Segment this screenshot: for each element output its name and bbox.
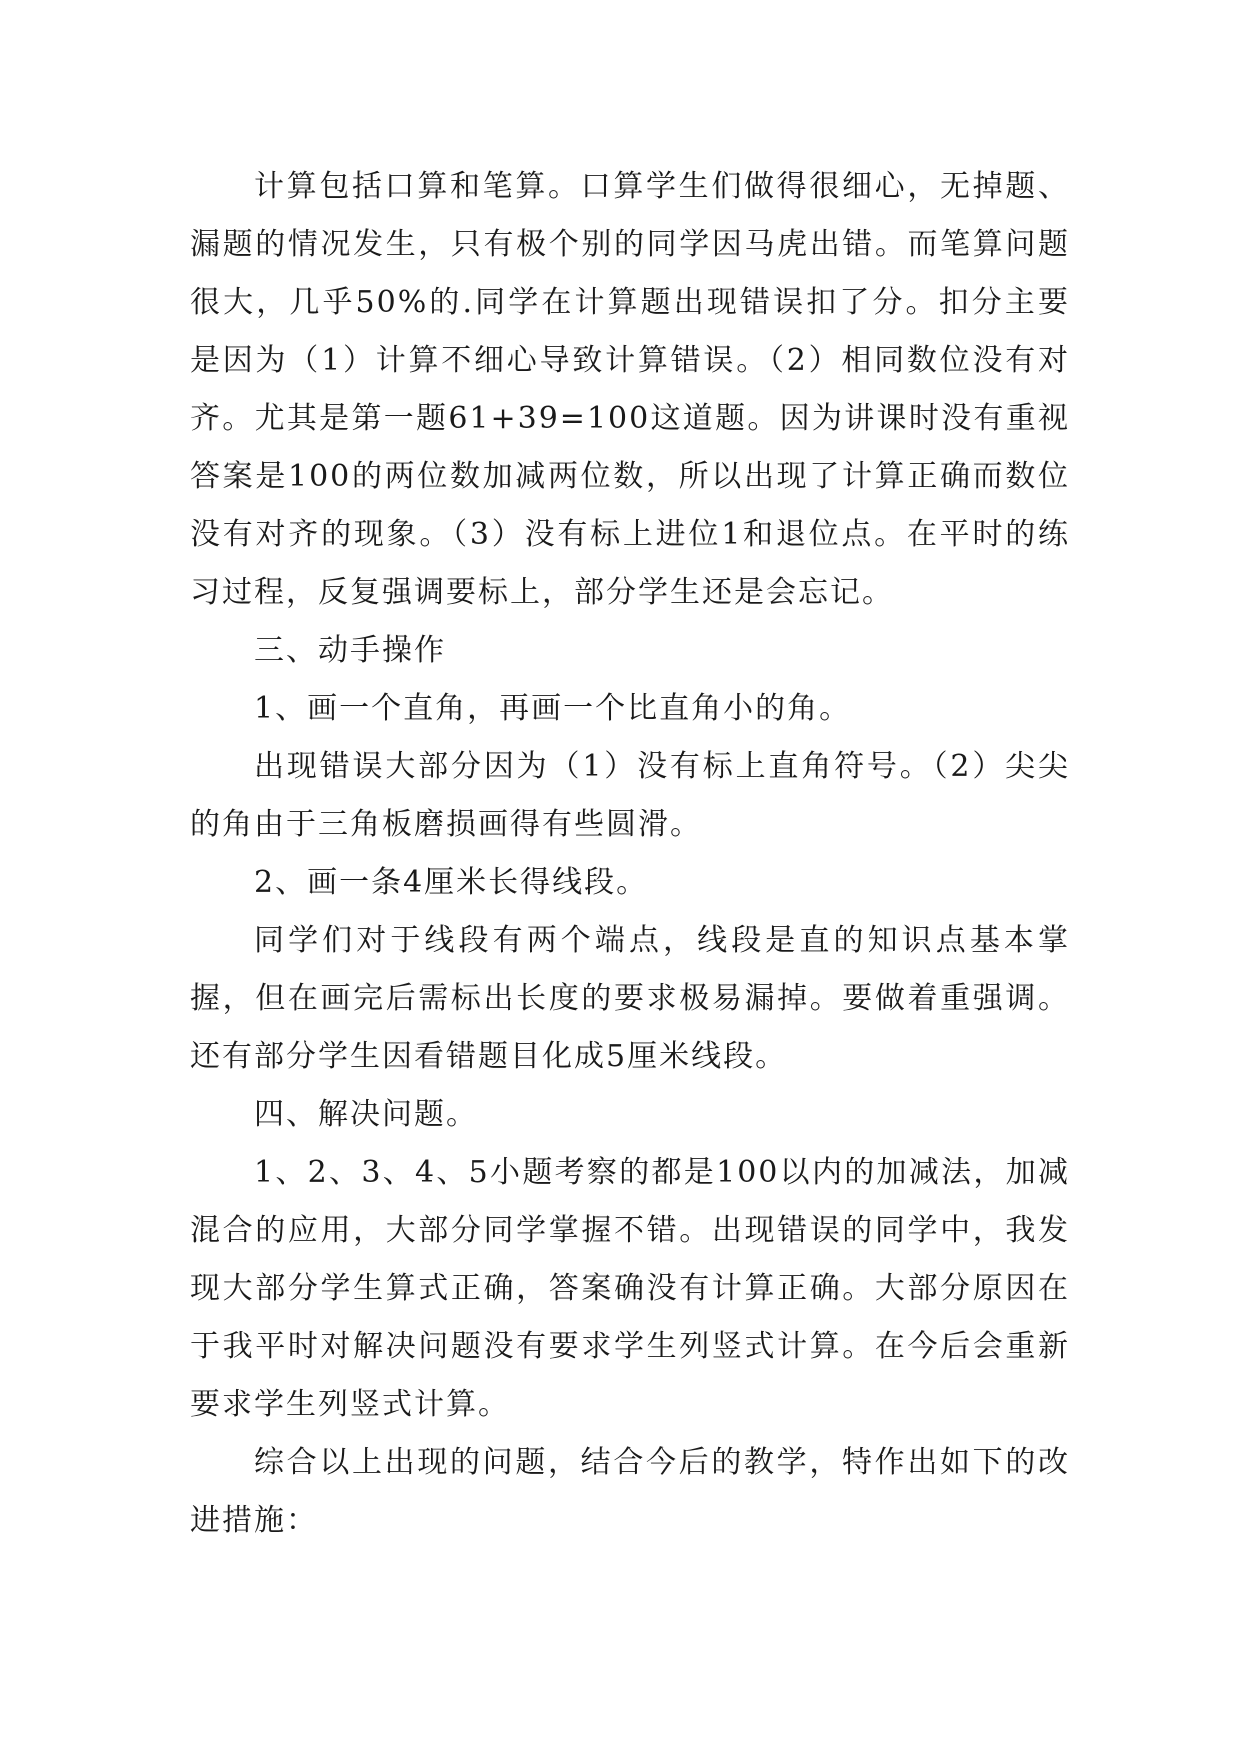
item-draw-segment: 2、画一条4厘米长得线段。 (254, 865, 649, 900)
document-body (190, 158, 1070, 1550)
item-draw-angle: 1、画一个直角，再画一个比直角小的角。 (254, 691, 852, 726)
paragraph-improvement-intro: 综合以上出现的问题，结合今后的教学，特作出如下的改进措施： (190, 1445, 1070, 1538)
paragraph-angle-errors: 出现错误大部分因为（1）没有标上直角符号。（2）尖尖的角由于三角板磨损画得有些圆滑。 (190, 749, 1070, 842)
paragraph-segment-errors: 同学们对于线段有两个端点，线段是直的知识点基本掌握，但在画完后需标出长度的要求极易漏掉。要做着重强调。还有部分学生因看错题目化成5厘米线段。 (190, 923, 1070, 1074)
section-heading-hands-on: 三、动手操作 (254, 633, 446, 668)
paragraph-calculation-analysis: 计算包括口算和笔算。口算学生们做得很细心，无掉题、漏题的情况发生，只有极个别的同学因马虎出错。而笔算问题很大，几乎50%的.同学在计算题出现错误扣了分。扣分主要是因为（1）计算不细心导致计算错误。（2）相同数位没有对齐。尤其是第一题61+39=100这道题。因为讲课时没有重视答案是100的两位数加减两位数，所以出现了计算正确而数位没有对齐的现象。（3）没有标上进位1和退位点。在平时的练习过程，反复强调要标上，部分学生还是会忘记。 (190, 169, 1070, 610)
paragraph-problem-solving-analysis: 1、2、3、4、5小题考察的都是100以内的加减法，加减混合的应用，大部分同学掌握不错。出现错误的同学中，我发现大部分学生算式正确，答案确没有计算正确。大部分原因在于我平时对解决问题没有要求学生列竖式计算。在今后会重新要求学生列竖式计算。 (190, 1155, 1070, 1422)
section-heading-problem-solving: 四、解决问题。 (254, 1097, 478, 1132)
